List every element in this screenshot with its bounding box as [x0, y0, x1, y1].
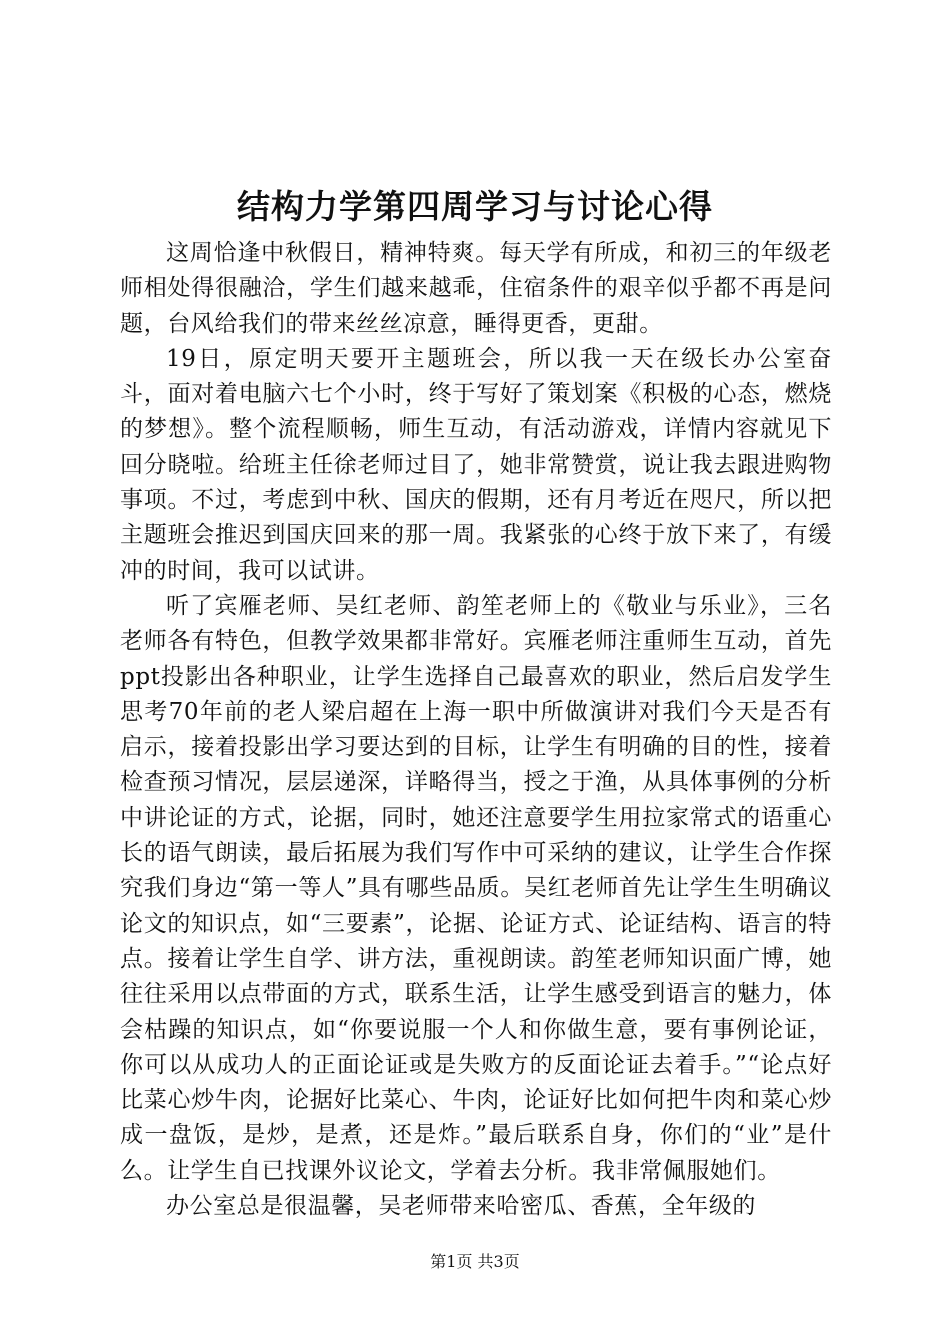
document-title: 结构力学第四周学习与讨论心得: [237, 187, 713, 226]
page-footer: 第1页 共3页: [430, 1252, 520, 1271]
paragraph: 19日，原定明天要开主题班会，所以我一天在级长办公室奋斗，面对着电脑六七个小时，终于写好了策划案《积极的心态，燃烧的梦想》。整个流程顺畅，师生互动，有活动游戏，详情内容就见下回分晓啦。给班主任徐老师过目了，她非常赞赏，说让我去跟进购物事项。不过，考虑到中秋、国庆的假期，还有月考近在咫尺，所以把主题班会推迟到国庆回来的那一周。我紧张的心终于放下来了，有缓冲的时间，我可以试讲。: [120, 345, 832, 584]
paragraph: 这周恰逢中秋假日，精神特爽。每天学有所成，和初三的年级老师相处得很融洽，学生们越来越乖，住宿条件的艰辛似乎都不再是问题，台风给我们的带来丝丝凉意，睡得更香，更甜。: [120, 240, 832, 337]
paragraph: 听了宾雁老师、吴红老师、韵笙老师上的《敬业与乐业》，三名老师各有特色，但教学效果都非常好。宾雁老师注重师生互动，首先ppt投影出各种职业，让学生选择自己最喜欢的职业，然后启发学生思考70年前的老人梁启超在上海一职中所做演讲对我们今天是否有启示，接着投影出学习要达到的目标，让学生有明确的目的性，接着检查预习情况，层层递深，详略得当，授之于渔，从具体事例的分析中讲论证的方式，论据，同时，她还注意要学生用拉家常式的语重心长的语气朗读，最后拓展为我们写作中可采纳的建议，让学生合作探究我们身边“第一等人”具有哪些品质。吴红老师首先让学生生明确议论文的知识点，如“三要素”，论据、论证方式、论证结构、语言的特点。接着让学生自学、讲方法，重视朗读。韵笙老师知识面广博，她往往采用以点带面的方式，联系生活，让学生感受到语言的魅力，体会枯躁的知识点，如“你要说服一个人和你做生意，要有事例论证，你可以从成功人的正面论证或是失败方的反面论证去着手。”“论点好比菜心炒牛肉，论据好比菜心、牛肉，论证好比如何把牛肉和菜心炒成一盘饭，是炒，是煮，还是炸。”最后联系自身，你们的“业”是什么。让学生自已找课外议论文，学着去分析。我非常佩服她们。: [120, 592, 832, 1184]
paragraph: 办公室总是很温馨，吴老师带来哈密瓜、香蕉，全年级的: [166, 1193, 756, 1220]
document-body: [120, 236, 832, 1224]
